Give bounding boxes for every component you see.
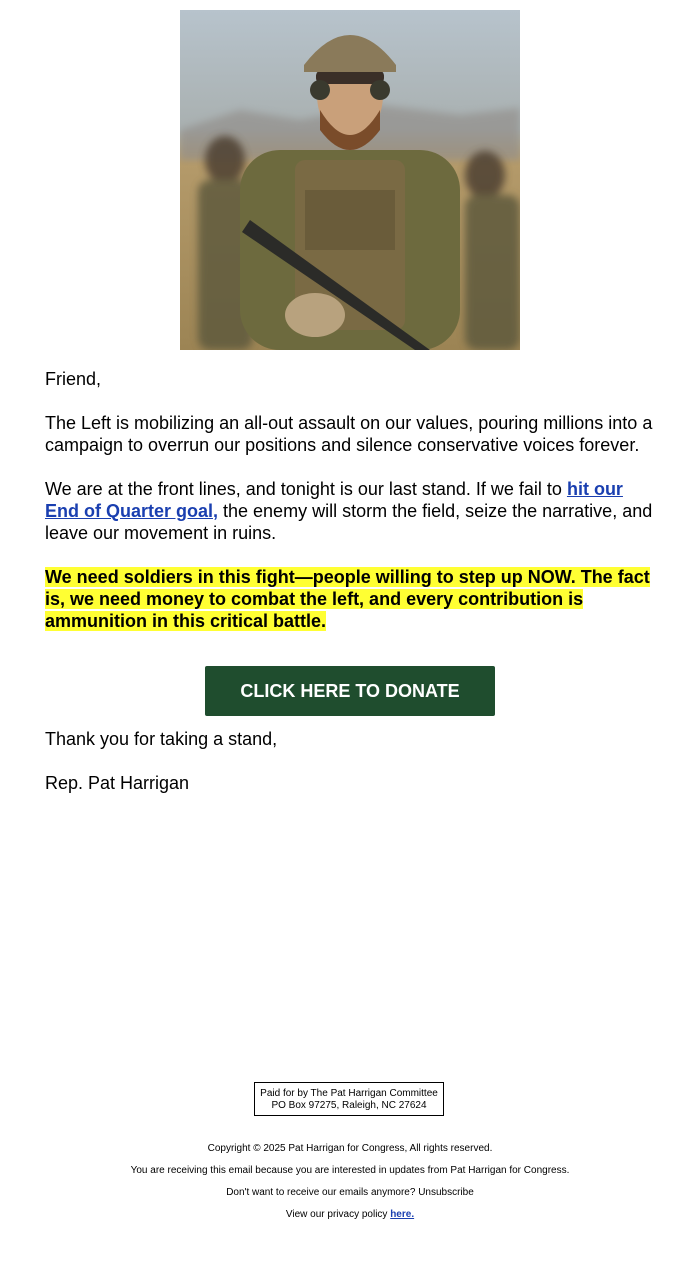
email-body	[45, 368, 660, 654]
donate-button-wrapper	[205, 666, 495, 716]
thanks-text: Thank you for taking a stand,	[45, 729, 278, 749]
privacy-line	[0, 1209, 700, 1231]
hero-image	[180, 10, 520, 350]
privacy-link[interactable]: here.	[390, 1209, 415, 1220]
donate-button[interactable]: CLICK HERE TO DONATE	[205, 666, 495, 716]
receiving-text: You are receiving this email because you are interested in updates from Pat Harrigan for Congress.	[130, 1165, 570, 1176]
paid-for-line1: Paid for by The Pat Harrigan Committee	[260, 1088, 438, 1099]
privacy-prefix: View our privacy policy	[285, 1209, 391, 1220]
highlight-paragraph	[45, 566, 660, 632]
unsubscribe-text[interactable]: Don't want to receive our emails anymore? Unsubscribe	[226, 1187, 474, 1198]
signature: Rep. Pat Harrigan	[45, 773, 190, 793]
paid-for-box	[254, 1082, 444, 1116]
paragraph-assault: The Left is mobilizing an all-out assault on our values, pouring millions into a campaign to overrun our positions and silence conservative voices forever.	[45, 413, 653, 455]
soldier-photo	[180, 10, 520, 350]
footer	[0, 1143, 700, 1231]
paragraph-text-after: the enemy will storm the field, seize the narrative, and leave our movement in ruins.	[45, 501, 653, 543]
quarter-goal-link[interactable]: hit our End of Quarter goal,	[45, 479, 623, 521]
paragraph-text-before: We are at the front lines, and tonight is our last stand. If we fail to	[45, 479, 567, 499]
greeting: Friend,	[45, 369, 102, 389]
highlight-text: We need soldiers in this fight—people willing to step up NOW. The fact is, we need money to combat the left, and every contribution is ammunition in this critical battle.	[45, 567, 650, 631]
copyright-text: Copyright © 2025 Pat Harrigan for Congress, All rights reserved.	[207, 1143, 493, 1154]
paragraph-front-lines	[45, 478, 660, 544]
closing	[45, 728, 277, 816]
paid-for-line2: PO Box 97275, Raleigh, NC 27624	[271, 1100, 427, 1111]
